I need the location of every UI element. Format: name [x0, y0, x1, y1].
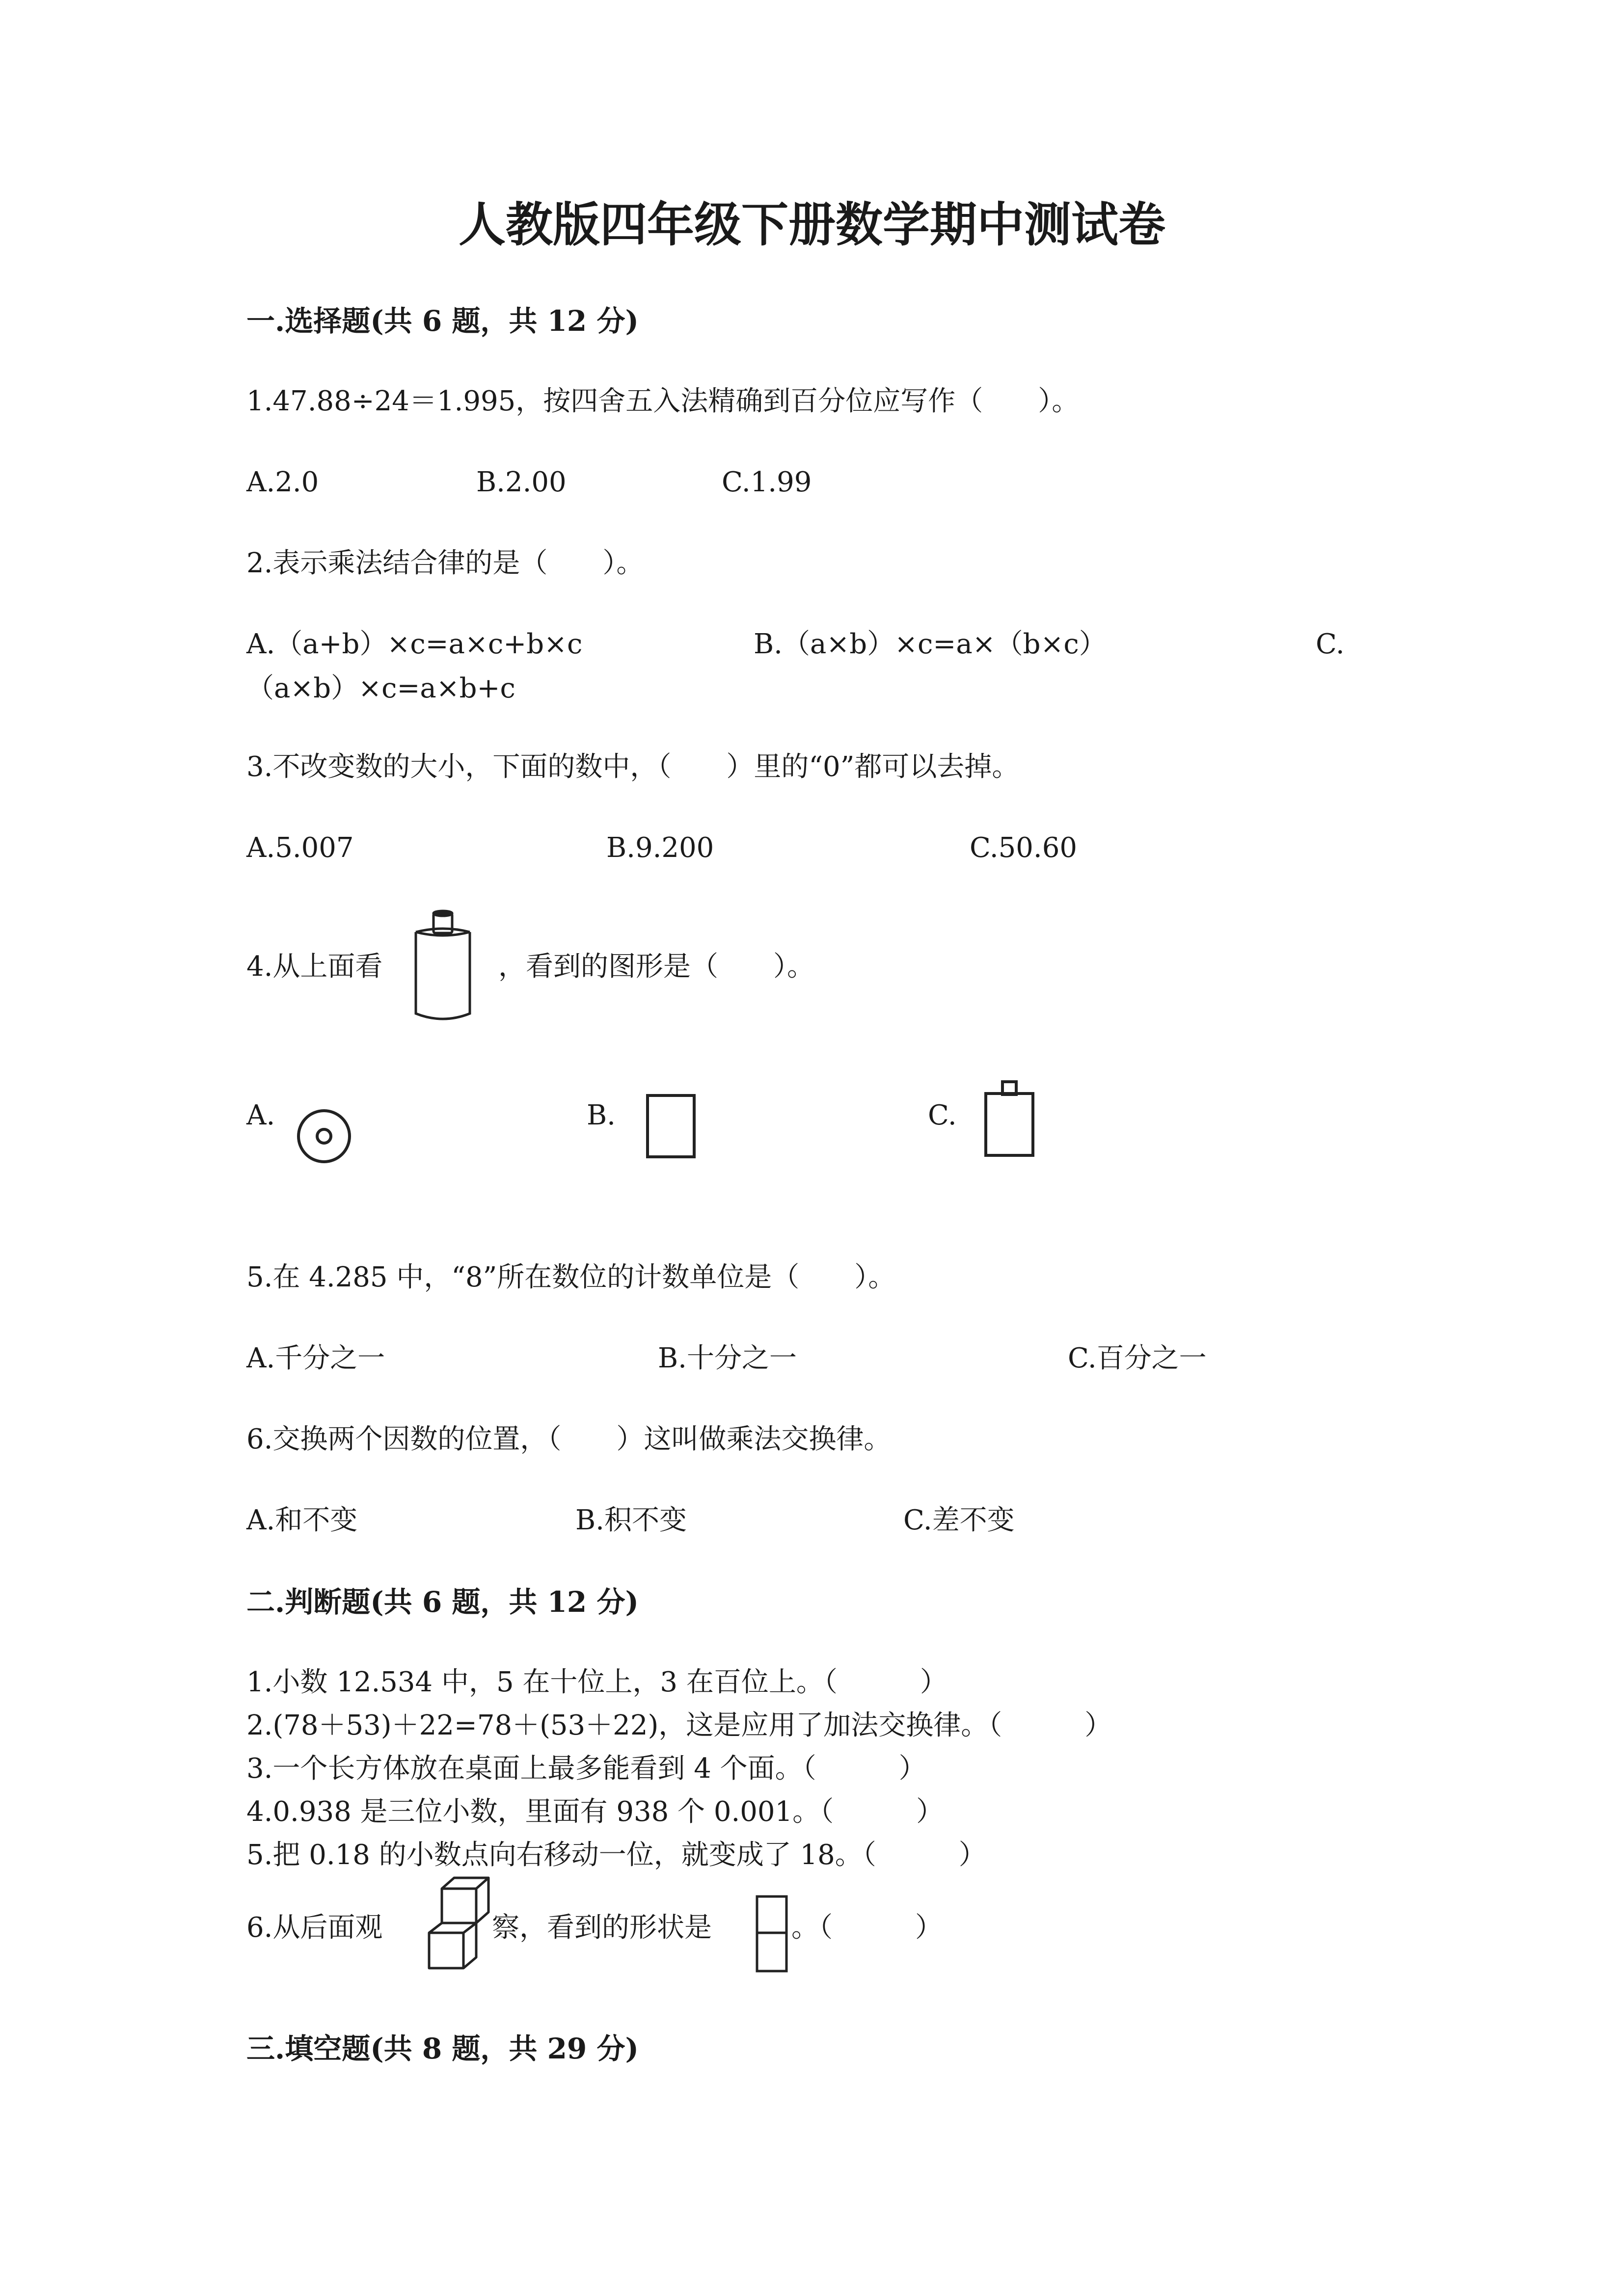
- q2-option-a: A.（a+b）×c=a×c+b×c: [246, 628, 583, 660]
- q4-option-c-label: C.: [928, 1099, 957, 1131]
- q2-stem: 2.表示乘法结合律的是（ ）。: [246, 547, 644, 579]
- judge-item-5: 5.把 0.18 的小数点向右移动一位，就变成了 18。（ ）: [246, 1839, 986, 1871]
- q5-option-a: A.千分之一: [246, 1342, 385, 1374]
- judge-item-6-part3: 。（ ）: [791, 1912, 943, 1944]
- judge-item-4: 4.0.938 是三位小数，里面有 938 个 0.001。（ ）: [246, 1796, 944, 1828]
- q6-stem: 6.交换两个因数的位置，（ ）这叫做乘法交换律。: [246, 1423, 892, 1455]
- q4-option-b-label: B.: [587, 1099, 616, 1131]
- q4-stem-after: ，看到的图形是（ ）。: [498, 951, 814, 983]
- q6-option-a: A.和不变: [246, 1504, 358, 1536]
- q1-option-a: A.2.0: [246, 466, 319, 498]
- page-title: 人教版四年级下册数学期中测试卷: [459, 197, 1165, 252]
- judge-item-1: 1.小数 12.534 中，5 在十位上，3 在百位上。（ ）: [246, 1666, 947, 1698]
- q1-option-c: C.1.99: [722, 466, 812, 498]
- judge-item-3: 3.一个长方体放在桌面上最多能看到 4 个面。（ ）: [246, 1753, 926, 1785]
- q3-stem: 3.不改变数的大小，下面的数中，（ ）里的“0”都可以去掉。: [246, 751, 1020, 783]
- q2-option-c-label: C.: [1316, 628, 1345, 660]
- q1-stem: 1.47.88÷24＝1.995，按四舍五入法精确到百分位应写作（ ）。: [246, 385, 1080, 417]
- cylinder-figure: [410, 910, 476, 1026]
- rectangle-with-tab-icon: [983, 1080, 1037, 1158]
- judge-item-6-part2: 察，看到的形状是: [492, 1912, 712, 1944]
- q2-option-c-text: （a×b）×c=a×b+c: [246, 672, 515, 704]
- q6-option-c: C.差不变: [903, 1504, 1015, 1536]
- section-heading-fill-blank: 三.填空题(共 8 题，共 29 分): [246, 2032, 639, 2065]
- section-heading-choice: 一.选择题(共 6 题，共 12 分): [246, 304, 639, 338]
- q5-option-c: C.百分之一: [1068, 1342, 1207, 1374]
- q5-stem: 5.在 4.285 中，“8”所在数位的计数单位是（ ）。: [246, 1261, 896, 1293]
- q4-option-a-label: A.: [246, 1099, 275, 1131]
- q4-stem-before: 4.从上面看: [246, 951, 383, 983]
- judge-item-2: 2.(78＋53)＋22=78＋(53＋22)，这是应用了加法交换律。（ ）: [246, 1709, 1112, 1741]
- q3-option-a: A.5.007: [246, 832, 354, 864]
- q3-option-b: B.9.200: [606, 832, 714, 864]
- rectangle-icon: [646, 1094, 697, 1160]
- stacked-squares-icon: [755, 1895, 789, 1976]
- q1-option-b: B.2.00: [476, 466, 567, 498]
- q5-option-b: B.十分之一: [658, 1342, 797, 1374]
- section-heading-judgment: 二.判断题(共 6 题，共 12 分): [246, 1585, 639, 1619]
- q6-option-b: B.积不变: [575, 1504, 687, 1536]
- judge-item-6-part1: 6.从后面观: [246, 1912, 383, 1944]
- stacked-cubes-figure: [427, 1875, 491, 1973]
- circle-with-dot-icon: [295, 1107, 353, 1166]
- q2-option-b: B.（a×b）×c=a×（b×c）: [754, 628, 1107, 660]
- q3-option-c: C.50.60: [970, 832, 1077, 864]
